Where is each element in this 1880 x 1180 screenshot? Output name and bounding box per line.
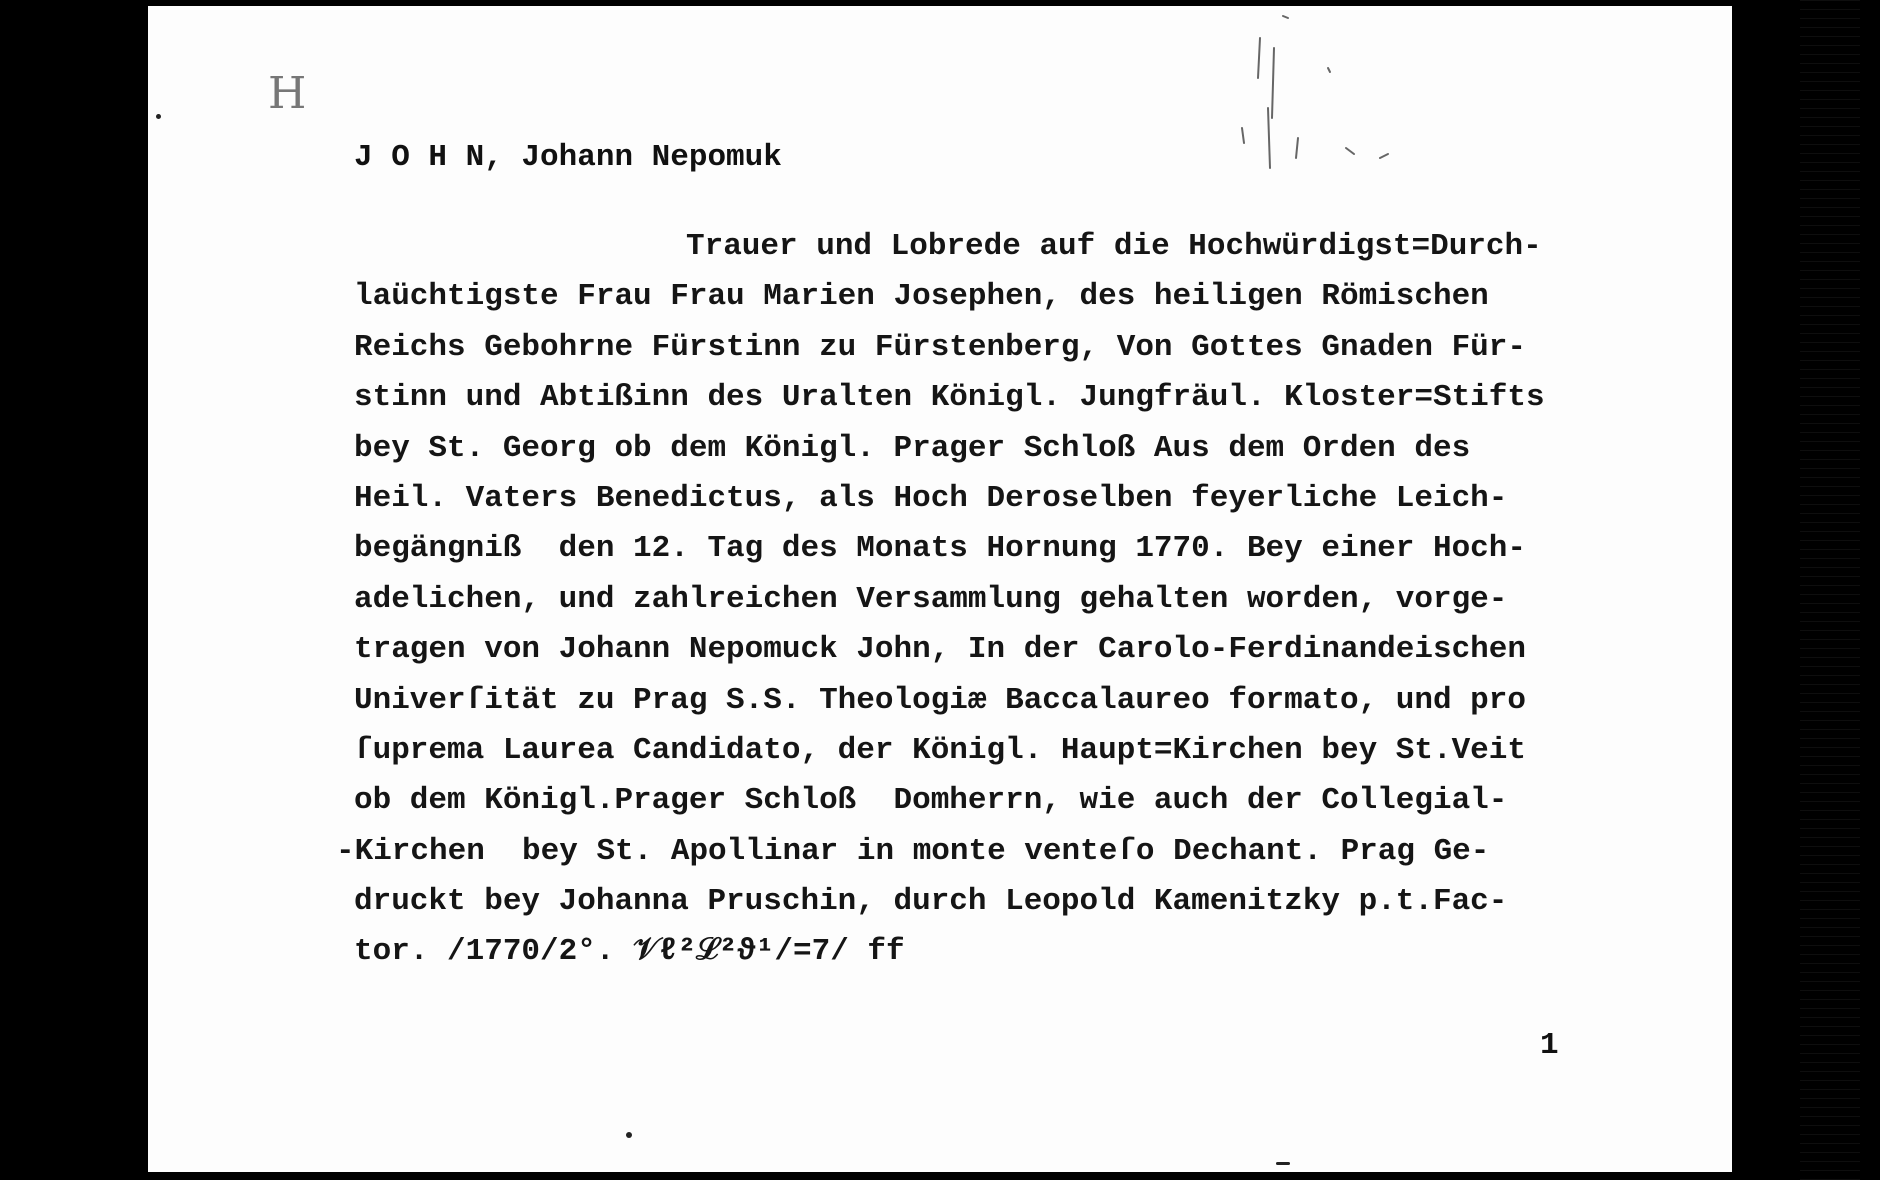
citation-text: [336, 222, 1545, 978]
page-number: 1: [1540, 1028, 1559, 1063]
citation-line: ob dem Königl.Prager Schloß Domherrn, wie auch der Collegial-: [354, 783, 1508, 819]
ink-speck: [156, 114, 161, 119]
citation-line: Trauer und Lobrede auf die Hochwürdigst=Durch-: [686, 229, 1542, 264]
citation-line: stinn und Abtißinn des Uralten Königl. Jungfräul. Kloster=Stifts: [354, 380, 1545, 416]
citation-line: Reichs Gebohrne Fürstinn zu Fürstenberg, Von Gottes Gnaden Für-: [354, 329, 1526, 365]
citation-line: ſuprema Laurea Candidato, der Königl. Haupt=Kirchen bey St.Veit: [354, 732, 1526, 768]
citation-line: Univerſität zu Prag S.S. Theologiæ Baccalaureo formato, und pro: [354, 682, 1526, 718]
scan-edge-noise: [1800, 0, 1860, 1180]
citation-line: druckt bey Johanna Pruschin, durch Leopold Kamenitzky p.t.Fac-: [354, 884, 1508, 920]
catalog-card: [148, 6, 1732, 1172]
corner-handwritten-mark: H: [268, 68, 307, 119]
citation-line: Heil. Vaters Benedictus, als Hoch Deroselben feyerliche Leich-: [354, 480, 1508, 516]
ink-speck: [1276, 1162, 1290, 1165]
citation-line: tragen von Johann Nepomuck John, In der Carolo-Ferdinandeischen: [354, 632, 1526, 668]
citation-line: tor. /1770/2°. 𝒱ℓ²ℒ²ϑ¹/=7/ ff: [354, 934, 905, 970]
citation-line: adelichen, und zahlreichen Versammlung gehalten worden, vorge-: [354, 581, 1508, 617]
citation-line: bey St. Georg ob dem Königl. Prager Schloß Aus dem Orden des: [354, 430, 1471, 466]
ink-speck: [626, 1132, 632, 1138]
entry-heading: J O H N, Johann Nepomuk: [354, 140, 782, 175]
pencil-scribbles: [1098, 8, 1478, 178]
citation-line: begängniß den 12. Tag des Monats Hornung 1770. Bey einer Hoch-: [354, 531, 1526, 567]
citation-line: laüchtigste Frau Frau Marien Josephen, des heiligen Römischen: [354, 279, 1489, 315]
citation-line: -Kirchen bey St. Apollinar in monte venteſo Dechant. Prag Ge-: [336, 833, 1490, 869]
